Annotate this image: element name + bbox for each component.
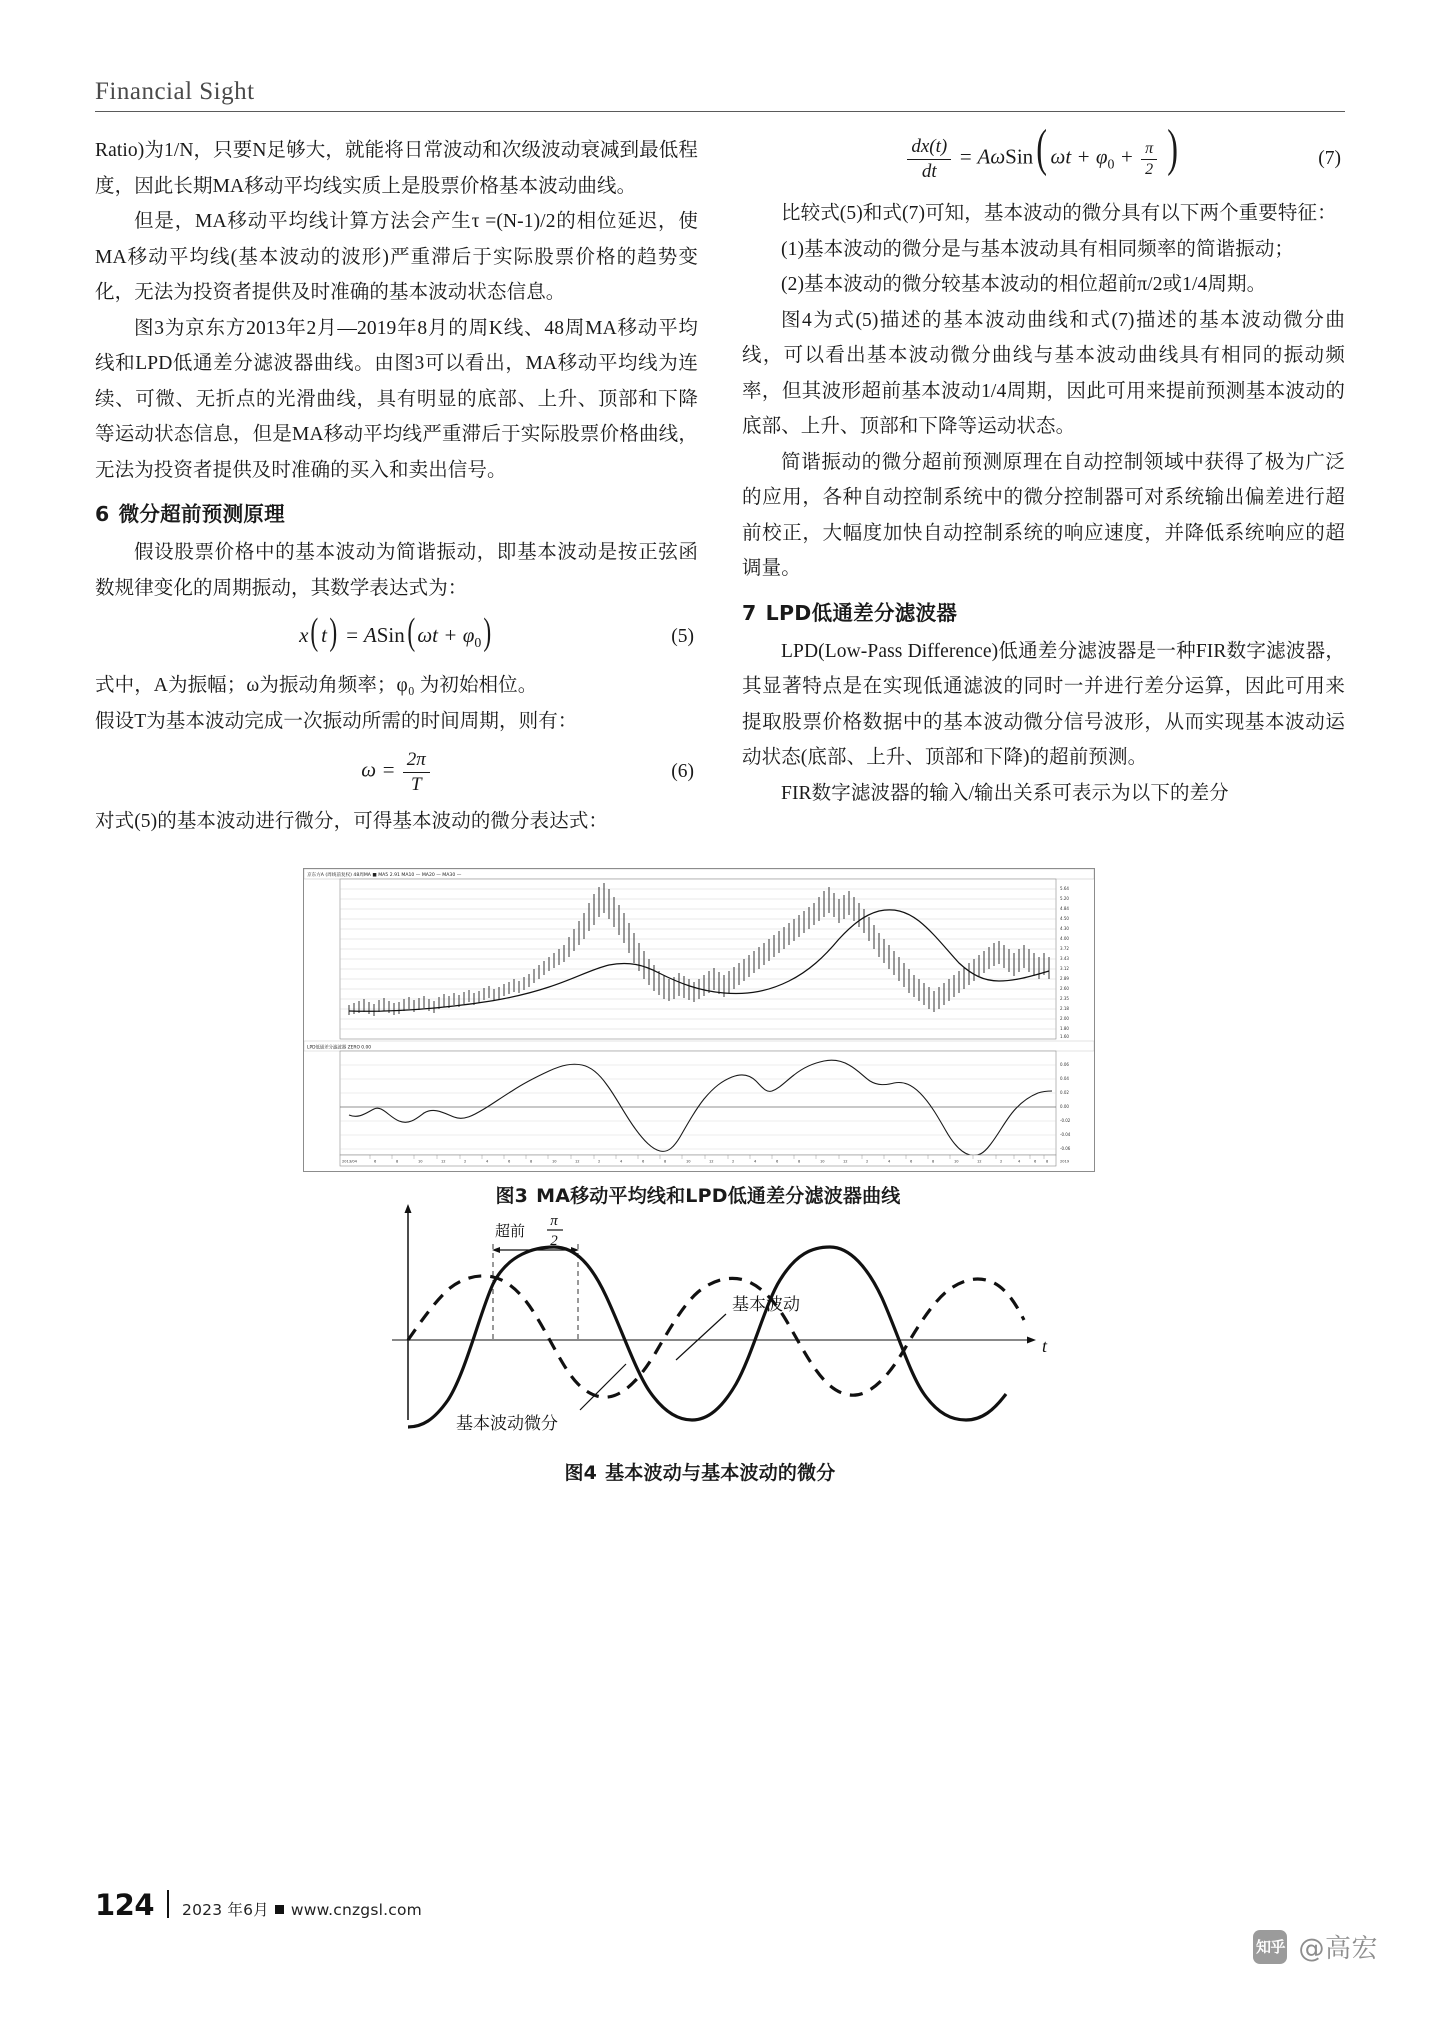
- derivative-wave-curve: [408, 1276, 1024, 1397]
- svg-text:6: 6: [776, 1159, 779, 1164]
- paragraph: 但是，MA移动平均线计算方法会产生τ =(N-1)/2的相位延迟，使MA移动平均线(基本波动的波形)严重滞后于实际股票价格的趋势变化，无法为投资者提供及时准确的基本波动状态信息。: [95, 211, 698, 303]
- fraction: [1141, 140, 1157, 179]
- header-divider: [95, 111, 1345, 112]
- equation-5-body: x( t) = ASin( $\omega t + \varphi_0$): [299, 610, 492, 653]
- paragraph: 图4为式(5)描述的基本波动曲线和式(7)描述的基本波动微分曲线，可以看出基本波动微分曲线与基本波动曲线具有相同的振动频率，但其波形超前基本波动1/4周期，因此可用来提前预测基本波动的底部、上升、顶部和下降等运动状态。: [742, 309, 1345, 437]
- fraction-denominator: 2: [1145, 161, 1154, 178]
- zhihu-logo-icon: 知乎: [1253, 1930, 1287, 1964]
- svg-text:4: 4: [888, 1159, 891, 1164]
- fraction-numerator: dx(t): [907, 136, 951, 160]
- svg-text:6: 6: [508, 1159, 511, 1164]
- x-axis-end: 2019: [1060, 1159, 1070, 1164]
- figure-4-caption-number: 图4: [564, 1462, 598, 1484]
- svg-text:-0.02: -0.02: [1060, 1118, 1071, 1123]
- lpd-header-label: LPD低通差分滤波器 ZERO 0.00: [307, 1045, 372, 1051]
- svg-text:10: 10: [820, 1159, 825, 1164]
- fundamental-wave-curve: [408, 1247, 1006, 1427]
- svg-text:2.89: 2.89: [1060, 976, 1069, 981]
- fraction-numerator: π: [1141, 140, 1157, 160]
- stock-chart-svg: [304, 869, 1094, 1171]
- section-number: 6: [95, 502, 110, 526]
- figure-3-chart: [303, 868, 1095, 1172]
- svg-text:8: 8: [932, 1159, 935, 1164]
- paragraph: (1)基本波动的微分是与基本波动具有相同频率的简谐振动；: [781, 238, 1295, 260]
- svg-text:2.60: 2.60: [1060, 986, 1069, 991]
- lead-annotation-label: 超前: [495, 1222, 526, 1240]
- svg-text:12: 12: [843, 1159, 848, 1164]
- svg-text:5.20: 5.20: [1060, 896, 1069, 901]
- lead-annotation-numerator: π: [550, 1213, 558, 1229]
- svg-text:8: 8: [664, 1159, 667, 1164]
- equation-5: [95, 610, 698, 659]
- page-number: 124: [95, 1888, 155, 1922]
- svg-text:2.18: 2.18: [1060, 1006, 1069, 1011]
- svg-text:2: 2: [866, 1159, 869, 1164]
- paragraph: 式中，A为振幅；ω为振动角频率；φ₀ 为初始相位。: [95, 675, 538, 696]
- chart-header-label: 京东方A (周线前复权) 48周MA ■ MA5 2.91 MA10 — MA20 — MA30 —: [307, 873, 462, 878]
- footer-website: www.cnzgsl.com: [290, 1901, 422, 1919]
- figure-3: [303, 868, 1093, 1208]
- fundamental-label-leader: [676, 1314, 726, 1360]
- derivative-label: 基本波动微分: [456, 1414, 558, 1434]
- svg-text:3.72: 3.72: [1060, 946, 1069, 951]
- x-axis-start: 2013/04: [342, 1159, 357, 1164]
- article-columns: [95, 120, 1345, 840]
- svg-text:8: 8: [798, 1159, 801, 1164]
- svg-text:10: 10: [954, 1159, 959, 1164]
- svg-text:4.00: 4.00: [1060, 936, 1069, 941]
- svg-text:2.35: 2.35: [1060, 996, 1069, 1001]
- svg-text:4.30: 4.30: [1060, 926, 1069, 931]
- fundamental-label: 基本波动: [732, 1295, 800, 1315]
- fraction-denominator: dt: [921, 161, 937, 182]
- svg-text:3.12: 3.12: [1060, 966, 1069, 971]
- right-column: [742, 120, 1345, 840]
- lpd-panel: [304, 1041, 1094, 1156]
- svg-text:0.06: 0.06: [1060, 1062, 1069, 1067]
- svg-text:2: 2: [464, 1159, 467, 1164]
- svg-text:4: 4: [754, 1159, 757, 1164]
- svg-text:0.00: 0.00: [1060, 1104, 1069, 1109]
- lead-annotation-denominator: 2: [550, 1233, 558, 1249]
- svg-text:2: 2: [598, 1159, 601, 1164]
- svg-text:4: 4: [620, 1159, 623, 1164]
- section-heading-6: [95, 497, 698, 531]
- svg-text:6: 6: [910, 1159, 913, 1164]
- svg-text:6: 6: [1034, 1159, 1037, 1164]
- paragraph: 假设T为基本波动完成一次振动所需的时间周期，则有：: [95, 710, 578, 732]
- svg-text:-0.06: -0.06: [1060, 1146, 1071, 1151]
- svg-text:1.80: 1.80: [1060, 1026, 1069, 1031]
- equation-5-number: (5): [671, 626, 694, 647]
- equation-7-number: (7): [1318, 147, 1341, 169]
- page-header: [95, 78, 1345, 112]
- svg-text:2.00: 2.00: [1060, 1016, 1069, 1021]
- journal-title: Financial Sight: [95, 78, 255, 105]
- section-number: 7: [742, 600, 757, 625]
- fraction: [907, 136, 951, 183]
- footer-meta: [182, 1898, 422, 1920]
- paragraph: 对式(5)的基本波动进行微分，可得基本波动的微分表达式：: [95, 811, 609, 832]
- svg-text:-0.04: -0.04: [1060, 1132, 1071, 1137]
- svg-text:12: 12: [709, 1159, 714, 1164]
- paragraph: (2)基本波动的微分较基本波动的相位超前π/2或1/4周期。: [781, 274, 1267, 295]
- paragraph: 比较式(5)和式(7)可知，基本波动的微分具有以下两个重要特征：: [781, 203, 1337, 224]
- equation-6-number: (6): [671, 760, 694, 782]
- footer-issue: 2023 年6月: [182, 1901, 269, 1919]
- svg-text:12: 12: [575, 1159, 580, 1164]
- svg-text:4.50: 4.50: [1060, 916, 1069, 921]
- fraction-denominator: T: [410, 774, 422, 795]
- paragraph: LPD(Low-Pass Difference)低通差分滤波器是一种FIR数字滤波器，其显著特点是在实现低通滤波的同时一并进行差分运算，因此可用来提取股票价格数据中的基本波动微分信号波形，从而实现基本波动运动状态(底部、上升、顶部和下降)的超前预测。: [742, 640, 1345, 768]
- section-title: 微分超前预测原理: [118, 502, 285, 526]
- figure-4-caption: [330, 1458, 1070, 1485]
- price-panel: [340, 879, 1069, 1039]
- fraction-numerator: 2π: [403, 749, 430, 773]
- equation-6-body: ω = $\frac{2\pi}{T}$: [361, 748, 432, 795]
- svg-text:6: 6: [374, 1159, 377, 1164]
- equation-6: [95, 748, 698, 795]
- svg-text:4: 4: [1018, 1159, 1021, 1164]
- paragraph: 图3为京东方2013年2月—2019年8月的周K线、48周MA移动平均线和LPD低通差分滤波器曲线。由图3可以看出，MA移动平均线为连续、可微、无折点的光滑曲线，具有明显的底部、上升、顶部和下降等运动状态信息，但是MA移动平均线严重滞后于实际股票价格曲线，无法为投资者提供及时准确的买入和卖出信号。: [95, 317, 698, 481]
- figure-3-caption-number: 图3: [495, 1185, 529, 1207]
- svg-text:8: 8: [1046, 1159, 1049, 1164]
- svg-text:4.84: 4.84: [1060, 906, 1069, 911]
- figure-4-caption-text: 基本波动与基本波动的微分: [605, 1462, 836, 1484]
- svg-text:1.60: 1.60: [1060, 1034, 1069, 1039]
- svg-text:2: 2: [732, 1159, 735, 1164]
- svg-text:10: 10: [418, 1159, 423, 1164]
- left-column: [95, 133, 698, 840]
- figure-3-caption-text: MA移动平均线和LPD低通差分滤波器曲线: [536, 1185, 901, 1207]
- y-axis-arrow: [405, 1204, 412, 1213]
- section-title: LPD低通差分滤波器: [765, 600, 958, 625]
- svg-text:12: 12: [441, 1159, 446, 1164]
- paragraph: Ratio)为1/N，只要N足够大，就能将日常波动和次级波动衰减到最低程度，因此长期MA移动平均线实质上是股票价格基本波动曲线。: [95, 140, 698, 197]
- svg-text:8: 8: [530, 1159, 533, 1164]
- x-axis-arrow: [1027, 1337, 1036, 1344]
- svg-text:5.64: 5.64: [1060, 886, 1069, 891]
- figure-4-svg: [330, 1192, 1070, 1447]
- x-axis-strip: [340, 1155, 1070, 1166]
- square-bullet-icon: [275, 1905, 284, 1914]
- equation-7-body: $\frac{dx(t)}{dt}$ = AωSin( $\omega t + \varphi_0$ + $\frac{\pi}{2}$ ): [905, 135, 1181, 182]
- svg-text:10: 10: [686, 1159, 691, 1164]
- svg-text:8: 8: [396, 1159, 399, 1164]
- paragraph: 假设股票价格中的基本波动为简谐振动，即基本波动是按正弦函数规律变化的周期振动，其数学表达式为：: [95, 542, 698, 599]
- paragraph: FIR数字滤波器的输入/输出关系可表示为以下的差分: [781, 782, 1229, 804]
- watermark-handle: @高宏: [1298, 1934, 1378, 1964]
- svg-text:4: 4: [486, 1159, 489, 1164]
- svg-text:3.43: 3.43: [1060, 956, 1069, 961]
- paragraph: 简谐振动的微分超前预测原理在自动控制领域中获得了极为广泛的应用，各种自动控制系统中的微分控制器可对系统输出偏差进行超前校正，大幅度加快自动控制系统的响应速度，并降低系统响应的超调量。: [742, 451, 1345, 579]
- fraction: [403, 749, 430, 796]
- svg-text:6: 6: [642, 1159, 645, 1164]
- svg-text:0.04: 0.04: [1060, 1076, 1069, 1081]
- section-heading-7: [742, 596, 1345, 630]
- equation-7: [742, 120, 1345, 182]
- page-footer: [95, 1887, 422, 1922]
- footer-divider: [167, 1890, 169, 1918]
- figure-4: [330, 1192, 1070, 1485]
- svg-text:10: 10: [552, 1159, 557, 1164]
- svg-text:0.02: 0.02: [1060, 1090, 1069, 1095]
- svg-text:12: 12: [977, 1159, 982, 1164]
- axis-label-t: t: [1042, 1336, 1048, 1356]
- watermark: [1253, 1928, 1378, 1965]
- svg-text:2: 2: [1000, 1159, 1003, 1164]
- derivative-label-leader: [580, 1364, 626, 1410]
